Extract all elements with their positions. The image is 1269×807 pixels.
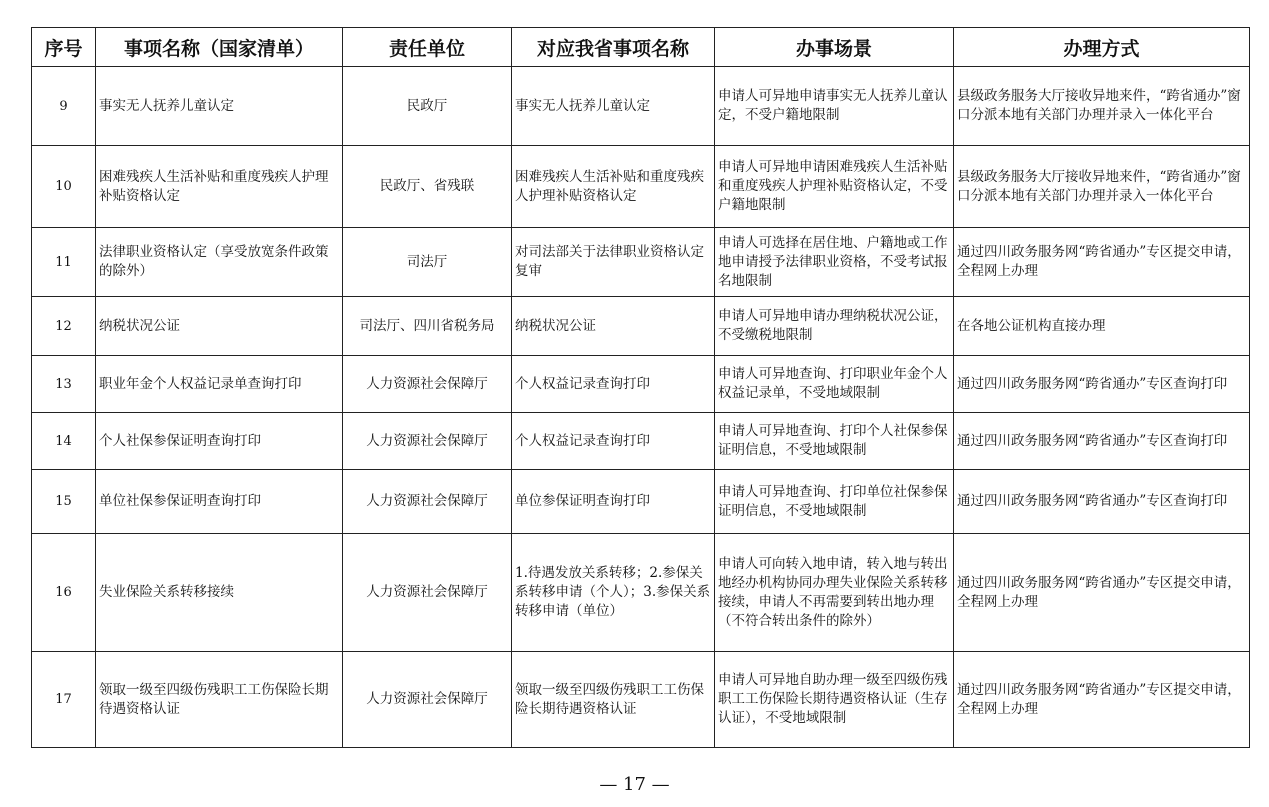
- row-seq: 16: [32, 534, 96, 652]
- row-method: 县级政务服务大厅接收异地来件，“跨省通办”窗口分派本地有关部门办理并录入一体化平台: [954, 67, 1250, 146]
- row-dept: 司法厅: [343, 228, 512, 297]
- header-method: 办理方式: [954, 28, 1250, 67]
- row-dept: 人力资源社会保障厅: [343, 413, 512, 470]
- row-scenario: 申请人可异地申请办理纳税状况公证，不受缴税地限制: [715, 297, 954, 356]
- table-row: [32, 67, 1250, 146]
- row-method: 通过四川政务服务网“跨省通办”专区提交申请，全程网上办理: [954, 534, 1250, 652]
- row-dept: 司法厅、四川省税务局: [343, 297, 512, 356]
- table-row: [32, 652, 1250, 748]
- header-item-name: 事项名称（国家清单）: [96, 28, 343, 67]
- row-seq: 17: [32, 652, 96, 748]
- row-dept: 人力资源社会保障厅: [343, 356, 512, 413]
- row-dept: 人力资源社会保障厅: [343, 534, 512, 652]
- row-province-item: 对司法部关于法律职业资格认定复审: [512, 228, 715, 297]
- row-seq: 9: [32, 67, 96, 146]
- row-seq: 12: [32, 297, 96, 356]
- row-item: 个人社保参保证明查询打印: [96, 413, 343, 470]
- row-seq: 10: [32, 146, 96, 228]
- row-scenario: 申请人可异地查询、打印单位社保参保证明信息，不受地域限制: [715, 470, 954, 534]
- row-scenario: 申请人可异地申请困难残疾人生活补贴和重度残疾人护理补贴资格认定，不受户籍地限制: [715, 146, 954, 228]
- row-scenario: 申请人可向转入地申请，转入地与转出地经办机构协同办理失业保险关系转移接续，申请人不再需要到转出地办理（不符合转出条件的除外）: [715, 534, 954, 652]
- header-responsible-dept: 责任单位: [343, 28, 512, 67]
- table-row: [32, 470, 1250, 534]
- service-table: [31, 27, 1250, 748]
- table-row: [32, 146, 1250, 228]
- row-item: 单位社保参保证明查询打印: [96, 470, 343, 534]
- table-row: [32, 356, 1250, 413]
- row-item: 困难残疾人生活补贴和重度残疾人护理补贴资格认定: [96, 146, 343, 228]
- row-seq: 14: [32, 413, 96, 470]
- table-row: [32, 228, 1250, 297]
- row-scenario: 申请人可异地查询、打印职业年金个人权益记录单，不受地域限制: [715, 356, 954, 413]
- table-header-row: [32, 28, 1250, 67]
- row-method: 通过四川政务服务网“跨省通办”专区查询打印: [954, 413, 1250, 470]
- row-item: 法律职业资格认定（享受放宽条件政策的除外）: [96, 228, 343, 297]
- row-province-item: 事实无人抚养儿童认定: [512, 67, 715, 146]
- table-row: [32, 534, 1250, 652]
- row-item: 纳税状况公证: [96, 297, 343, 356]
- row-method: 通过四川政务服务网“跨省通办”专区查询打印: [954, 356, 1250, 413]
- row-seq: 13: [32, 356, 96, 413]
- row-method: 县级政务服务大厅接收异地来件，“跨省通办”窗口分派本地有关部门办理并录入一体化平台: [954, 146, 1250, 228]
- row-item: 职业年金个人权益记录单查询打印: [96, 356, 343, 413]
- row-method: 通过四川政务服务网“跨省通办”专区查询打印: [954, 470, 1250, 534]
- row-scenario: 申请人可选择在居住地、户籍地或工作地申请授予法律职业资格，不受考试报名地限制: [715, 228, 954, 297]
- row-province-item: 1.待遇发放关系转移；2.参保关系转移申请（个人）；3.参保关系转移申请（单位）: [512, 534, 715, 652]
- row-scenario: 申请人可异地自助办理一级至四级伤残职工工伤保险长期待遇资格认证（生存认证），不受地域限制: [715, 652, 954, 748]
- row-dept: 人力资源社会保障厅: [343, 470, 512, 534]
- row-province-item: 困难残疾人生活补贴和重度残疾人护理补贴资格认定: [512, 146, 715, 228]
- row-province-item: 单位参保证明查询打印: [512, 470, 715, 534]
- row-item: 事实无人抚养儿童认定: [96, 67, 343, 146]
- row-scenario: 申请人可异地申请事实无人抚养儿童认定，不受户籍地限制: [715, 67, 954, 146]
- row-dept: 民政厅: [343, 67, 512, 146]
- row-dept: 人力资源社会保障厅: [343, 652, 512, 748]
- row-province-item: 领取一级至四级伤残职工工伤保险长期待遇资格认证: [512, 652, 715, 748]
- row-province-item: 个人权益记录查询打印: [512, 356, 715, 413]
- header-seq: 序号: [32, 28, 96, 67]
- page-number: — 17 —: [599, 774, 670, 795]
- table-row: [32, 413, 1250, 470]
- row-province-item: 纳税状况公证: [512, 297, 715, 356]
- row-method: 通过四川政务服务网“跨省通办”专区提交申请，全程网上办理: [954, 652, 1250, 748]
- row-item: 失业保险关系转移接续: [96, 534, 343, 652]
- header-scenario: 办事场景: [715, 28, 954, 67]
- row-dept: 民政厅、省残联: [343, 146, 512, 228]
- row-seq: 11: [32, 228, 96, 297]
- row-province-item: 个人权益记录查询打印: [512, 413, 715, 470]
- header-province-item: 对应我省事项名称: [512, 28, 715, 67]
- row-method: 通过四川政务服务网“跨省通办”专区提交申请，全程网上办理: [954, 228, 1250, 297]
- row-scenario: 申请人可异地查询、打印个人社保参保证明信息，不受地域限制: [715, 413, 954, 470]
- row-method: 在各地公证机构直接办理: [954, 297, 1250, 356]
- row-item: 领取一级至四级伤残职工工伤保险长期待遇资格认证: [96, 652, 343, 748]
- row-seq: 15: [32, 470, 96, 534]
- table-row: [32, 297, 1250, 356]
